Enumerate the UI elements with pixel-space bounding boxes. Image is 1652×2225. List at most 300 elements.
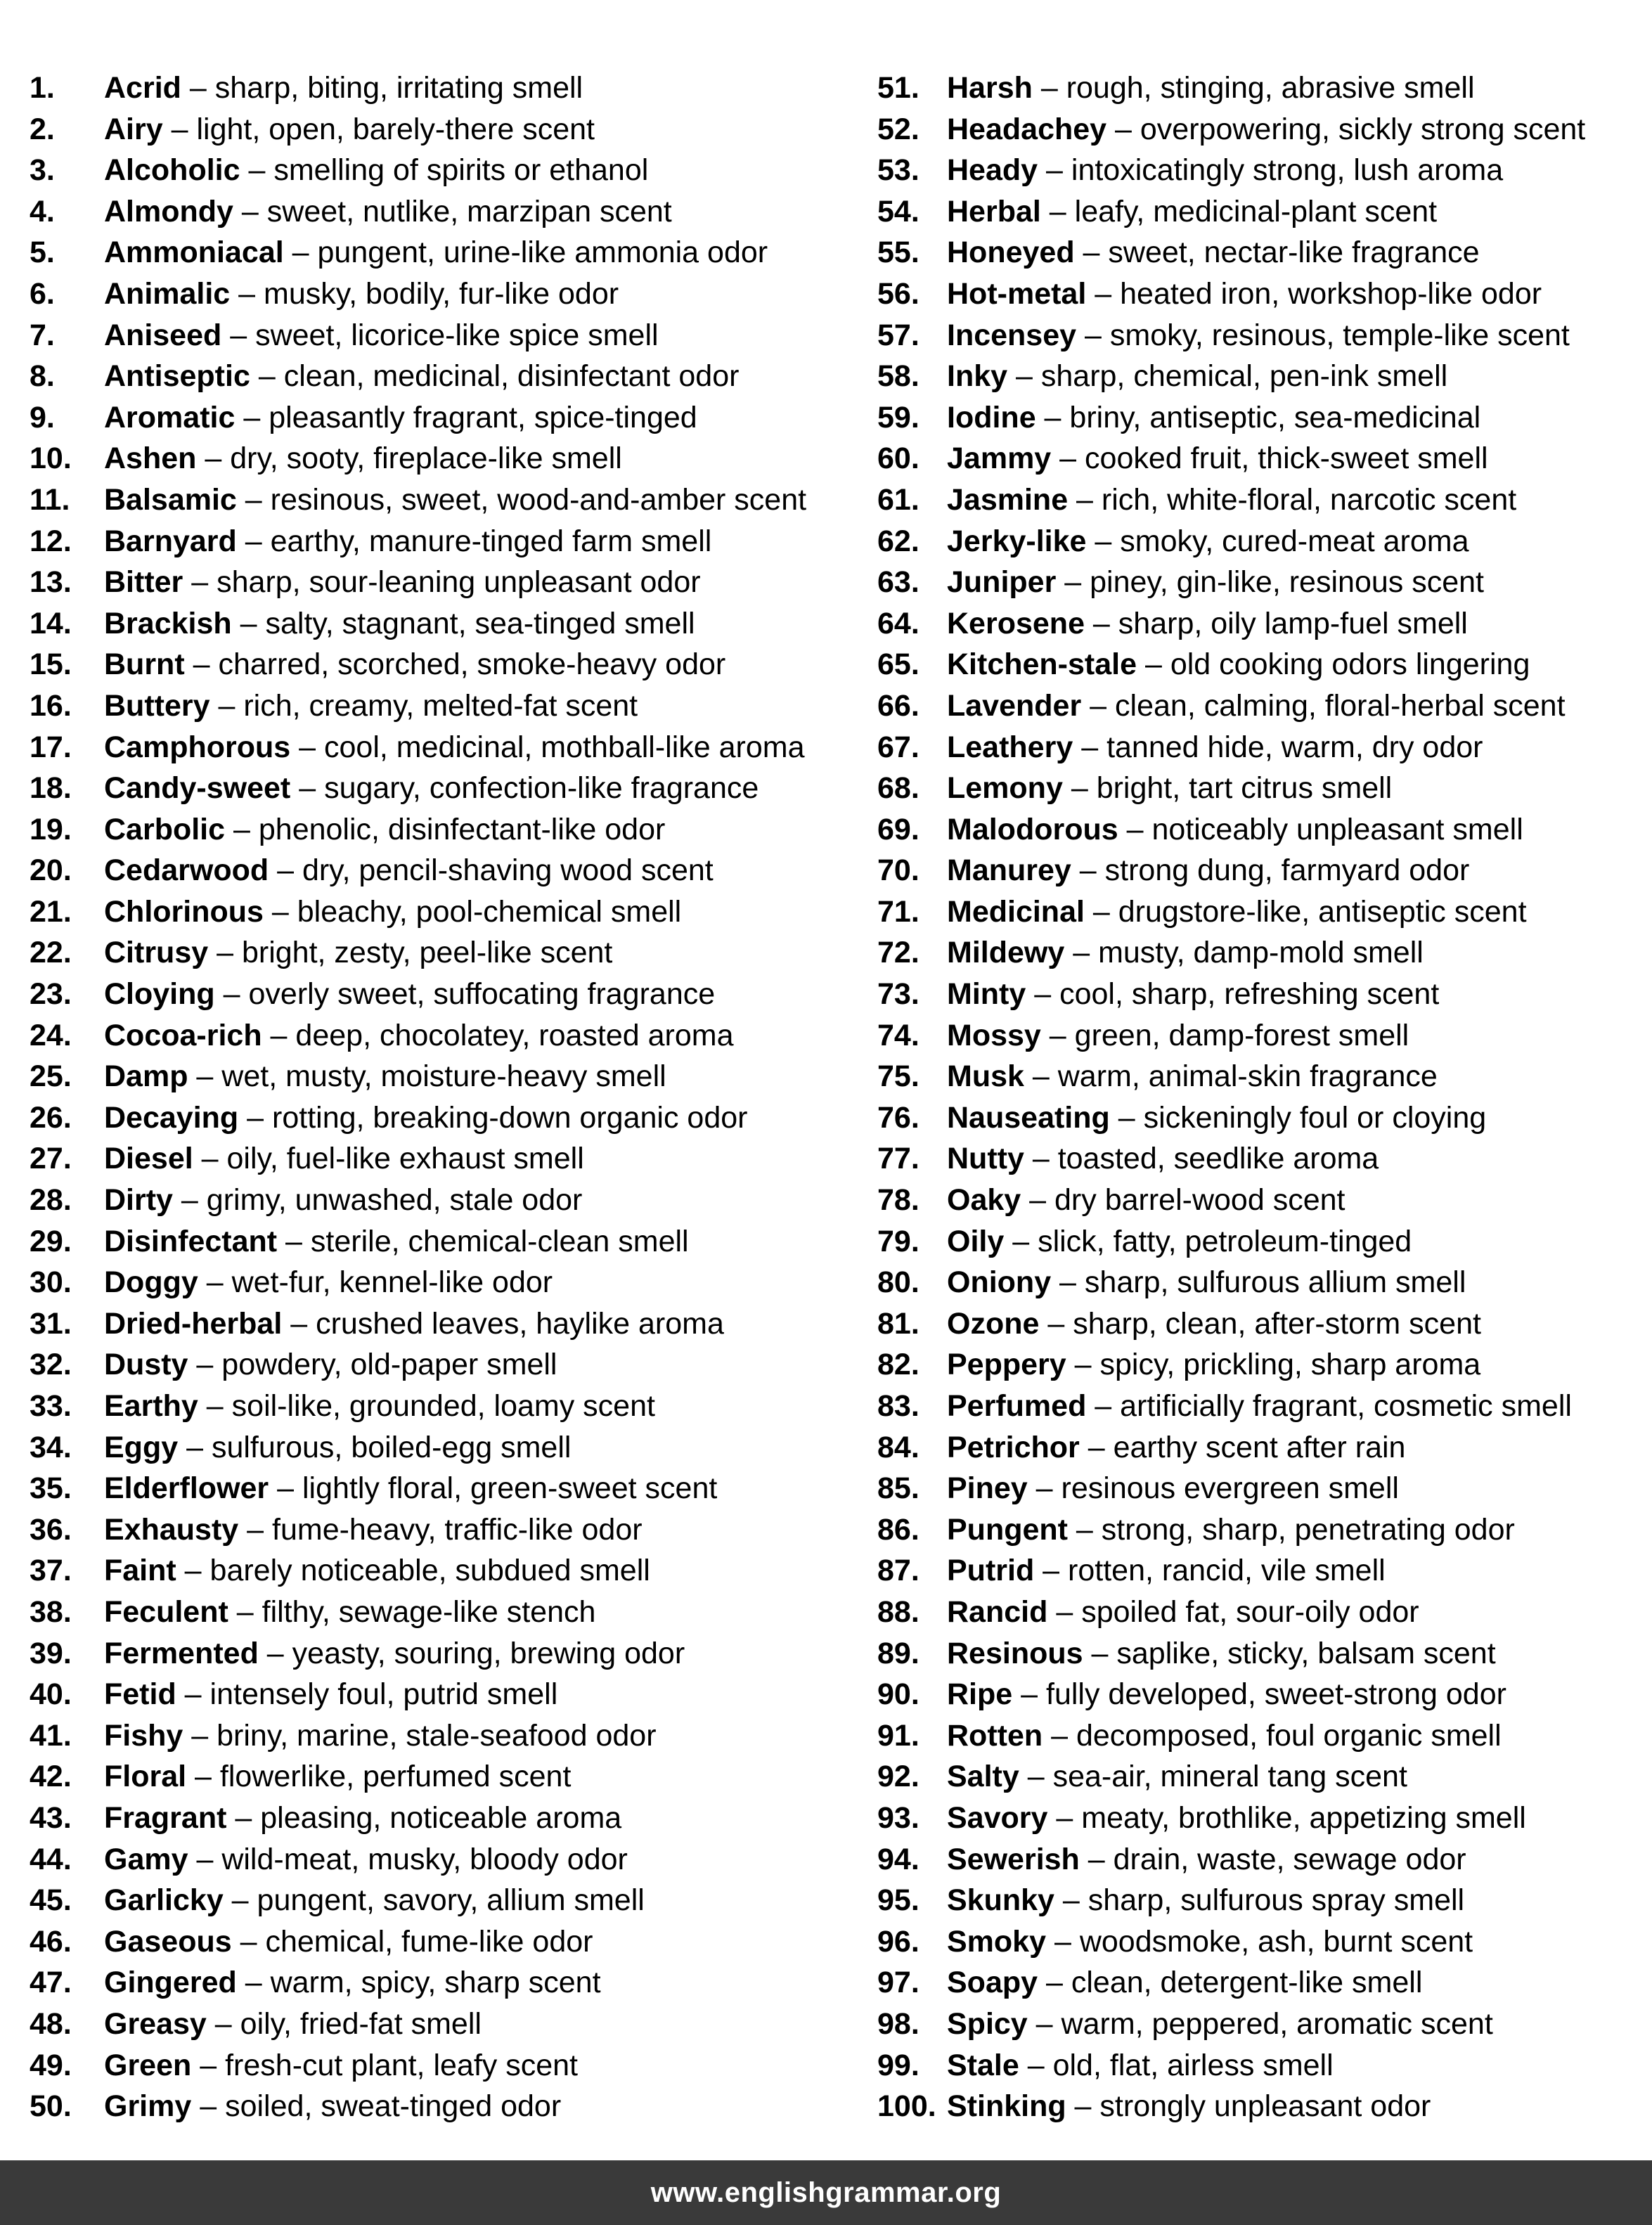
- item-text: [947, 1880, 1464, 1921]
- item-separator: –: [250, 359, 284, 394]
- item-separator: –: [1043, 1718, 1076, 1753]
- list-item: [30, 521, 877, 562]
- list-item: [877, 1674, 1652, 1715]
- item-description: smelling of spirits or ethanol: [273, 153, 649, 188]
- item-description: bright, zesty, peel-like scent: [241, 936, 613, 970]
- item-number: 13.: [30, 565, 72, 600]
- item-separator: –: [226, 1800, 261, 1835]
- list-item: [877, 1056, 1652, 1097]
- item-number: 79.: [877, 1224, 919, 1258]
- item-number: 41.: [30, 1718, 72, 1753]
- item-text: [104, 1056, 666, 1097]
- item-text: [104, 1633, 685, 1675]
- list-item: [30, 479, 877, 521]
- item-description: dry, sooty, fireplace-like smell: [230, 441, 622, 476]
- item-term: Harsh: [947, 71, 1033, 105]
- item-number: 100.: [877, 2089, 936, 2124]
- item-term: Acrid: [104, 71, 181, 105]
- item-text: [947, 2045, 1334, 2087]
- item-number: 21.: [30, 894, 72, 929]
- item-description: deep, chocolatey, roasted aroma: [295, 1018, 734, 1052]
- item-text: [947, 521, 1469, 562]
- list-item: [30, 1427, 877, 1469]
- item-number: 88.: [877, 1594, 919, 1629]
- item-separator: –: [188, 1059, 222, 1094]
- item-number: 93.: [877, 1800, 919, 1835]
- item-number: 92.: [877, 1760, 919, 1794]
- list-item: [30, 191, 877, 233]
- item-term: Mildewy: [947, 936, 1065, 970]
- item-number: 39.: [30, 1636, 72, 1670]
- item-separator: –: [1068, 482, 1102, 517]
- item-text: [947, 562, 1484, 603]
- item-term: Bitter: [104, 565, 183, 600]
- item-term: Elderflower: [104, 1471, 269, 1506]
- item-term: Lemony: [947, 771, 1063, 806]
- item-number: 15.: [30, 647, 72, 682]
- list-item: [30, 397, 877, 439]
- item-term: Greasy: [104, 2006, 207, 2041]
- item-separator: –: [1046, 1924, 1080, 1959]
- list-item: [30, 67, 877, 109]
- item-description: heated iron, workshop-like odor: [1120, 276, 1542, 311]
- item-separator: –: [198, 1265, 232, 1300]
- item-separator: –: [1026, 977, 1060, 1012]
- item-description: oily, fried-fat smell: [240, 2006, 482, 2041]
- item-description: drugstore-like, antiseptic scent: [1118, 894, 1527, 929]
- item-description: spicy, prickling, sharp aroma: [1099, 1348, 1481, 1382]
- list-item: [30, 1921, 877, 1963]
- item-separator: –: [1034, 1554, 1069, 1588]
- item-description: barely noticeable, subdued smell: [209, 1554, 650, 1588]
- item-term: Dirty: [104, 1183, 173, 1218]
- list-item: [877, 1633, 1652, 1675]
- list-item: [30, 1880, 877, 1921]
- list-item: [30, 1550, 877, 1592]
- list-item: [877, 727, 1652, 768]
- item-term: Piney: [947, 1471, 1028, 1506]
- item-description: spoiled fat, sour-oily odor: [1081, 1594, 1419, 1629]
- list-item: [877, 1180, 1652, 1221]
- item-number: 87.: [877, 1554, 919, 1588]
- item-term: Garlicky: [104, 1883, 224, 1918]
- item-number: 64.: [877, 606, 919, 640]
- item-term: Heady: [947, 153, 1038, 188]
- item-text: [947, 685, 1566, 727]
- item-term: Musk: [947, 1059, 1024, 1094]
- item-term: Ashen: [104, 441, 197, 476]
- item-description: wet-fur, kennel-like odor: [231, 1265, 553, 1300]
- item-separator: –: [1079, 1842, 1114, 1876]
- list-item: [30, 1180, 877, 1221]
- item-number: 25.: [30, 1059, 72, 1094]
- item-term: Jasmine: [947, 482, 1069, 517]
- item-text: [104, 1509, 643, 1551]
- item-text: [947, 1344, 1480, 1386]
- item-number: 70.: [877, 853, 919, 888]
- item-number: 72.: [877, 936, 919, 970]
- item-separator: –: [1012, 1677, 1046, 1712]
- item-separator: –: [1051, 441, 1085, 476]
- item-description: earthy, manure-tinged farm smell: [270, 524, 712, 558]
- list-item: [30, 1097, 877, 1139]
- item-separator: –: [208, 936, 242, 970]
- item-description: drain, waste, sewage odor: [1113, 1842, 1466, 1876]
- item-number: 18.: [30, 771, 72, 806]
- item-number: 26.: [30, 1100, 72, 1135]
- item-separator: –: [176, 1677, 210, 1712]
- list-item: [30, 2086, 877, 2127]
- item-term: Gamy: [104, 1842, 188, 1876]
- item-separator: –: [1084, 894, 1118, 929]
- item-text: [947, 1262, 1466, 1303]
- item-text: [104, 727, 805, 768]
- item-description: dry, pencil-shaving wood scent: [302, 853, 714, 888]
- item-text: [947, 1303, 1481, 1345]
- list-item: [30, 1715, 877, 1757]
- item-description: tanned hide, warm, dry odor: [1106, 730, 1483, 764]
- item-description: meaty, brothlike, appetizing smell: [1081, 1800, 1526, 1835]
- item-term: Leathery: [947, 730, 1073, 764]
- list-item: [30, 1674, 877, 1715]
- footer-url: www.englishgrammar.org: [650, 2176, 1002, 2208]
- item-number: 47.: [30, 1966, 72, 2000]
- item-number: 17.: [30, 730, 72, 764]
- list-item: [877, 1839, 1652, 1881]
- item-text: [947, 727, 1483, 768]
- item-separator: –: [1081, 688, 1116, 723]
- item-description: wild-meat, musky, bloody odor: [221, 1842, 628, 1876]
- item-description: sugary, confection-like fragrance: [324, 771, 759, 806]
- list-item: [877, 603, 1652, 645]
- item-separator: –: [258, 1636, 292, 1670]
- item-term: Eggy: [104, 1430, 179, 1464]
- item-number: 86.: [877, 1512, 919, 1547]
- item-separator: –: [225, 812, 259, 846]
- item-text: [947, 397, 1480, 439]
- item-term: Dusty: [104, 1348, 188, 1382]
- item-separator: –: [290, 771, 325, 806]
- item-description: strong, sharp, penetrating odor: [1101, 1512, 1515, 1547]
- item-number: 36.: [30, 1512, 72, 1547]
- item-text: [947, 191, 1437, 233]
- item-number: 24.: [30, 1018, 72, 1052]
- item-text: [104, 1344, 557, 1386]
- item-number: 80.: [877, 1265, 919, 1300]
- list-item: [877, 1097, 1652, 1139]
- item-term: Dried-herbal: [104, 1306, 283, 1341]
- item-description: rough, stinging, abrasive smell: [1066, 71, 1475, 105]
- item-term: Brackish: [104, 606, 232, 640]
- item-description: soil-like, grounded, loamy scent: [231, 1389, 655, 1423]
- item-term: Incensey: [947, 318, 1077, 352]
- list-item: [30, 1962, 877, 2004]
- item-description: fresh-cut plant, leafy scent: [225, 2048, 579, 2082]
- item-separator: –: [1071, 853, 1105, 888]
- item-separator: –: [1083, 1636, 1117, 1670]
- item-separator: –: [1062, 771, 1097, 806]
- item-number: 90.: [877, 1677, 919, 1712]
- item-term: Gaseous: [104, 1924, 232, 1959]
- item-term: Mossy: [947, 1018, 1041, 1052]
- item-text: [104, 232, 768, 273]
- item-text: [947, 273, 1542, 315]
- item-separator: –: [277, 1224, 311, 1258]
- item-description: sharp, sour-leaning unpleasant odor: [217, 565, 701, 600]
- item-description: yeasty, souring, brewing odor: [292, 1636, 685, 1670]
- item-separator: –: [1051, 1265, 1085, 1300]
- list-item: [877, 685, 1652, 727]
- item-term: Fermented: [104, 1636, 259, 1670]
- item-term: Rotten: [947, 1718, 1043, 1753]
- item-number: 69.: [877, 812, 919, 846]
- item-number: 40.: [30, 1677, 72, 1712]
- item-text: [104, 974, 715, 1015]
- item-text: [947, 150, 1503, 191]
- item-text: [104, 562, 701, 603]
- item-separator: –: [240, 153, 274, 188]
- item-text: [104, 1592, 595, 1633]
- item-term: Nauseating: [947, 1100, 1110, 1135]
- footer-bar: [0, 2160, 1652, 2225]
- item-separator: –: [183, 1718, 217, 1753]
- item-description: filthy, sewage-like stench: [262, 1594, 596, 1629]
- item-description: powdery, old-paper smell: [221, 1348, 557, 1382]
- item-description: sharp, sulfurous allium smell: [1084, 1265, 1466, 1300]
- item-text: [104, 150, 648, 191]
- item-text: [947, 644, 1530, 685]
- item-number: 65.: [877, 647, 919, 682]
- list-item: [30, 1056, 877, 1097]
- item-text: [947, 1592, 1419, 1633]
- item-number: 11.: [30, 482, 70, 517]
- list-item: [30, 603, 877, 645]
- item-text: [947, 2004, 1493, 2045]
- item-separator: –: [176, 1554, 210, 1588]
- item-description: old, flat, airless smell: [1052, 2048, 1334, 2082]
- item-description: flowerlike, perfumed scent: [219, 1760, 572, 1794]
- list-item: [877, 1344, 1652, 1386]
- item-number: 61.: [877, 482, 919, 517]
- item-number: 52.: [877, 112, 919, 146]
- item-number: 94.: [877, 1842, 919, 1876]
- item-separator: –: [206, 2006, 240, 2041]
- item-text: [104, 1138, 584, 1180]
- item-number: 45.: [30, 1883, 72, 1918]
- item-term: Exhausty: [104, 1512, 239, 1547]
- item-term: Cloying: [104, 977, 215, 1012]
- item-term: Stale: [947, 2048, 1019, 2082]
- list-item: [30, 150, 877, 191]
- list-item: [877, 67, 1652, 109]
- item-number: 78.: [877, 1183, 919, 1218]
- item-text: [947, 2086, 1431, 2127]
- list-item: [877, 932, 1652, 974]
- item-text: [104, 1674, 557, 1715]
- item-text: [947, 1962, 1422, 2004]
- item-term: Diesel: [104, 1142, 193, 1176]
- item-description: chemical, fume-like odor: [265, 1924, 593, 1959]
- item-text: [104, 1180, 582, 1221]
- list-item: [30, 1468, 877, 1509]
- item-separator: –: [186, 1760, 220, 1794]
- item-term: Malodorous: [947, 812, 1118, 846]
- item-term: Aniseed: [104, 318, 222, 352]
- item-separator: –: [233, 194, 267, 228]
- item-number: 75.: [877, 1059, 919, 1094]
- item-description: rotting, breaking-down organic odor: [272, 1100, 748, 1135]
- item-separator: –: [1035, 400, 1070, 434]
- list-item: [30, 1509, 877, 1551]
- list-item: [30, 1221, 877, 1263]
- item-number: 22.: [30, 936, 72, 970]
- item-number: 76.: [877, 1100, 919, 1135]
- item-description: cooked fruit, thick-sweet smell: [1085, 441, 1488, 476]
- item-term: Oniony: [947, 1265, 1052, 1300]
- item-text: [947, 1427, 1405, 1469]
- item-text: [947, 109, 1585, 150]
- item-separator: –: [191, 2089, 226, 2124]
- item-number: 49.: [30, 2048, 72, 2082]
- item-separator: –: [181, 71, 215, 105]
- item-text: [947, 809, 1523, 851]
- item-separator: –: [1079, 1430, 1114, 1464]
- item-number: 71.: [877, 894, 919, 929]
- item-separator: –: [1019, 1760, 1053, 1794]
- item-separator: –: [1007, 359, 1041, 394]
- list-item: [30, 315, 877, 356]
- item-number: 9.: [30, 400, 55, 434]
- list-item: [877, 1509, 1652, 1551]
- list-item: [30, 232, 877, 273]
- item-description: resinous evergreen smell: [1061, 1471, 1399, 1506]
- item-text: [104, 1221, 689, 1263]
- item-text: [104, 2086, 561, 2127]
- item-description: warm, animal-skin fragrance: [1057, 1059, 1438, 1094]
- item-term: Soapy: [947, 1966, 1038, 2000]
- item-separator: –: [1019, 2048, 1053, 2082]
- item-number: 8.: [30, 359, 55, 394]
- item-separator: –: [223, 1883, 257, 1918]
- item-text: [947, 356, 1447, 397]
- item-separator: –: [269, 853, 302, 888]
- list-item: [877, 891, 1652, 933]
- item-text: [104, 315, 659, 356]
- item-separator: –: [1040, 1018, 1075, 1052]
- list-item: [877, 315, 1652, 356]
- item-number: 98.: [877, 2006, 919, 2041]
- item-term: Spicy: [947, 2006, 1028, 2041]
- item-number: 16.: [30, 688, 72, 723]
- item-separator: –: [1086, 524, 1121, 558]
- list-item: [877, 562, 1652, 603]
- item-text: [947, 1921, 1473, 1963]
- list-item: [30, 1344, 877, 1386]
- item-number: 19.: [30, 812, 72, 846]
- list-item: [877, 1592, 1652, 1633]
- item-separator: –: [262, 1018, 296, 1052]
- item-separator: –: [172, 1183, 207, 1218]
- item-number: 7.: [30, 318, 55, 352]
- list-item: [30, 727, 877, 768]
- list-item: [30, 562, 877, 603]
- list-item: [30, 2004, 877, 2045]
- item-term: Citrusy: [104, 936, 209, 970]
- item-text: [947, 1138, 1379, 1180]
- item-separator: –: [235, 400, 269, 434]
- list-item: [877, 1715, 1652, 1757]
- list-item: [877, 644, 1652, 685]
- list-item: [877, 850, 1652, 891]
- item-text: [947, 768, 1392, 809]
- item-text: [947, 232, 1480, 273]
- item-description: sterile, chemical-clean smell: [310, 1224, 689, 1258]
- item-number: 84.: [877, 1430, 919, 1464]
- item-term: Oaky: [947, 1183, 1021, 1218]
- item-separator: –: [1047, 1800, 1082, 1835]
- item-text: [104, 809, 665, 851]
- item-number: 82.: [877, 1348, 919, 1382]
- item-text: [104, 932, 612, 974]
- item-separator: –: [1137, 647, 1170, 682]
- item-term: Doggy: [104, 1265, 198, 1300]
- item-description: intensely foul, putrid smell: [209, 1677, 558, 1712]
- item-term: Earthy: [104, 1389, 198, 1423]
- item-separator: –: [1027, 1471, 1061, 1506]
- item-text: [104, 2045, 578, 2087]
- item-separator: –: [1054, 1883, 1088, 1918]
- item-separator: –: [193, 1142, 227, 1176]
- item-number: 34.: [30, 1430, 72, 1464]
- item-separator: –: [1024, 1059, 1058, 1094]
- item-description: fully developed, sweet-strong odor: [1046, 1677, 1506, 1712]
- item-text: [947, 1097, 1486, 1139]
- item-separator: –: [238, 1512, 273, 1547]
- item-term: Burnt: [104, 647, 185, 682]
- item-description: sharp, oily lamp-fuel smell: [1118, 606, 1468, 640]
- item-term: Kerosene: [947, 606, 1085, 640]
- item-number: 1.: [30, 71, 55, 105]
- item-separator: –: [1024, 1142, 1058, 1176]
- item-number: 3.: [30, 153, 55, 188]
- item-term: Green: [104, 2048, 192, 2082]
- item-term: Airy: [104, 112, 163, 146]
- list-item: [877, 438, 1652, 479]
- list-item: [877, 397, 1652, 439]
- item-number: 62.: [877, 524, 919, 558]
- item-description: briny, antiseptic, sea-medicinal: [1069, 400, 1481, 434]
- item-text: [104, 1962, 601, 2004]
- item-number: 20.: [30, 853, 72, 888]
- item-description: musky, bodily, fur-like odor: [264, 276, 619, 311]
- item-description: resinous, sweet, wood-and-amber scent: [270, 482, 807, 517]
- item-term: Cocoa-rich: [104, 1018, 262, 1052]
- item-text: [947, 1633, 1496, 1675]
- item-description: strongly unpleasant odor: [1099, 2089, 1431, 2124]
- list-item: [877, 1921, 1652, 1963]
- item-description: noticeably unpleasant smell: [1151, 812, 1523, 846]
- item-description: sharp, biting, irritating smell: [214, 71, 583, 105]
- item-description: crushed leaves, haylike aroma: [316, 1306, 724, 1341]
- item-number: 14.: [30, 606, 72, 640]
- item-description: clean, calming, floral-herbal scent: [1115, 688, 1566, 723]
- item-description: strong dung, farmyard odor: [1104, 853, 1470, 888]
- item-separator: –: [198, 1389, 232, 1423]
- list-item: [877, 2004, 1652, 2045]
- item-description: saplike, sticky, balsam scent: [1116, 1636, 1496, 1670]
- item-text: [104, 397, 697, 439]
- list-item: [877, 356, 1652, 397]
